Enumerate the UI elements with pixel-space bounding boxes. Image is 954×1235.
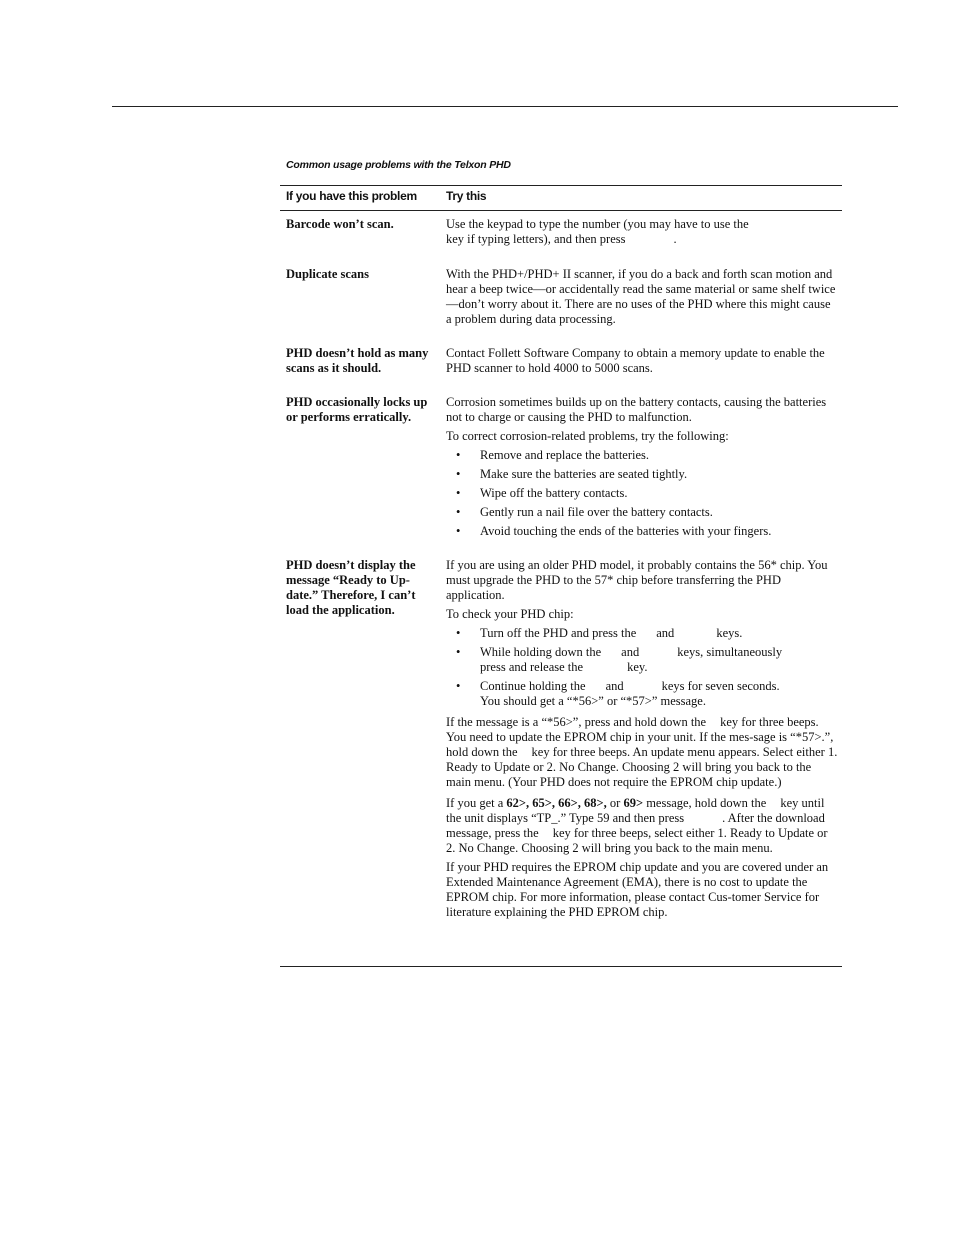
solution-paragraph: If your PHD requires the EPROM chip update and you are covered under an Extended Maintenance Agreement (EMA), there is no cost to update the EPROM chip. For more information, please contact Cus-tomer Service for literature explaining the PHD EPROM chip. [446, 860, 829, 919]
solution-paragraph: If you get a 62>, 65>, 66>, 68>, or 69> message, hold down the key until the unit displays “TP_.” Type 59 and then press . After the download message, press the key for three beeps, select either 1. Ready to Update or 2. No Change. Choosing 2 will bring you back to the main menu. [446, 796, 828, 855]
bullet-icon: • [456, 448, 461, 462]
bullet-list [446, 448, 838, 539]
list-item: • While holding down the and keys, simultaneously press and release the key. [456, 645, 783, 674]
solution-lead: To correct corrosion-related problems, try the following: [446, 429, 729, 443]
bullet-icon: • [456, 524, 461, 538]
solution-intro: If you are using an older PHD model, it probably contains the 56* chip. You must upgrade the PHD to the 57* chip before transferring the PHD application. [446, 558, 828, 602]
problem-text: PHD occasionally locks up or performs erratically. [286, 395, 428, 424]
solution-text [446, 217, 838, 247]
list-item: • Make sure the batteries are seated tightly. [456, 467, 688, 481]
problem-text: PHD doesn’t hold as many scans as it should. [286, 346, 429, 375]
bullet-icon: • [456, 645, 461, 659]
problem-text: PHD doesn’t display the message “Ready to Up-date.” Therefore, I can’t load the application. [286, 558, 416, 617]
solution-text: With the PHD+/PHD+ II scanner, if you do a back and forth scan motion and hear a beep twice—or accidentally read the same material or same shelf twice—don’t worry about it. There are no uses of the PHD where this might cause a problem during data processing. [446, 267, 836, 326]
problems-table [280, 185, 842, 211]
list-item: • Remove and replace the batteries. [456, 448, 650, 462]
list-item: • Turn off the PHD and press the and keys. [456, 626, 743, 640]
bullet-icon: • [456, 679, 461, 693]
list-item: • Wipe off the battery contacts. [456, 486, 628, 500]
bottom-rule [280, 966, 842, 967]
table-caption: Common usage problems with the Telxon PHD [286, 159, 511, 171]
steps-list [446, 626, 838, 709]
bullet-icon: • [456, 467, 461, 481]
problem-text: Barcode won’t scan. [286, 217, 394, 231]
list-item: • Avoid touching the ends of the batteries with your fingers. [456, 524, 772, 538]
solution-paragraph: If the message is a “*56>”, press and hold down the key for three beeps. You need to update the EPROM chip in your unit. If the mes-sage is “*57>.”, hold down the key for three beeps. An update menu appears. Select either 1. Ready to Update or 2. No Change. Choosing 2 will bring you back to the main menu. (Your PHD does not require the EPROM chip update.) [446, 715, 838, 789]
table-header [280, 185, 842, 211]
solution-text [446, 395, 838, 543]
header-problem: If you have this problem [286, 189, 417, 203]
top-rule [112, 106, 898, 107]
bullet-icon: • [456, 505, 461, 519]
solution-line: Use the keypad to type the number (you may have to use the [446, 217, 749, 231]
solution-text: Contact Follett Software Company to obtain a memory update to enable the PHD scanner to hold 4000 to 5000 scans. [446, 346, 825, 375]
header-solution: Try this [446, 189, 487, 203]
list-item: • Gently run a nail file over the battery contacts. [456, 505, 713, 519]
solution-intro: Corrosion sometimes builds up on the battery contacts, causing the batteries not to charge or causing the PHD to malfunction. [446, 395, 827, 424]
solution-line: key if typing letters), and then press [446, 232, 626, 246]
problem-text: Duplicate scans [286, 267, 369, 281]
solution-line: . [673, 232, 677, 246]
list-item: • Continue holding the and keys for seven seconds. You should get a “*56>” or “*57>” message. [456, 679, 780, 708]
solution-lead: To check your PHD chip: [446, 607, 574, 621]
bullet-icon: • [456, 486, 461, 500]
solution-text [446, 558, 838, 924]
bullet-icon: • [456, 626, 461, 640]
